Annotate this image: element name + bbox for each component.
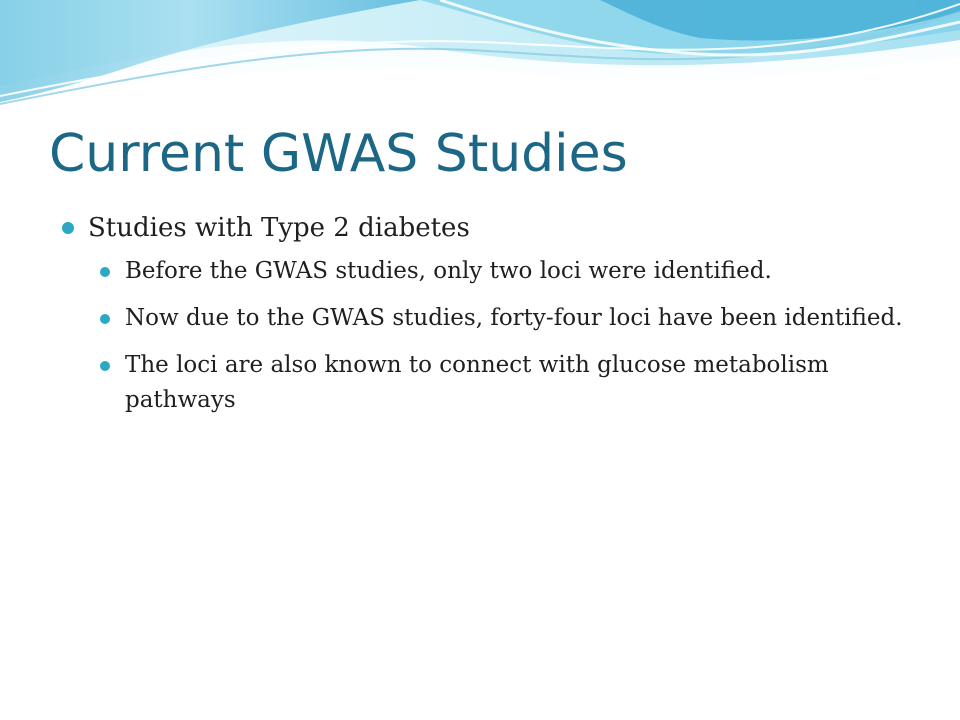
- bullet-dot-icon: [100, 267, 110, 277]
- bullet-dot-icon: [100, 314, 110, 324]
- bullet-level-1: [62, 210, 912, 246]
- slide-content: [62, 210, 912, 430]
- bullet-dot-icon: [62, 222, 74, 234]
- sub-bullet: [100, 301, 905, 336]
- slide-title: Current GWAS Studies: [49, 124, 628, 184]
- sub-bullet-list: [62, 254, 912, 418]
- bullet-text: Studies with Type 2 diabetes: [88, 213, 470, 243]
- sub-bullet: [100, 348, 905, 418]
- sub-bullet: [100, 254, 905, 289]
- sub-bullet-text: Before the GWAS studies, only two loci were identified.: [125, 258, 772, 284]
- bullet-dot-icon: [100, 361, 110, 371]
- sub-bullet-text: Now due to the GWAS studies, forty-four loci have been identified.: [125, 305, 903, 331]
- sub-bullet-text: The loci are also known to connect with glucose metabolism pathways: [125, 352, 829, 413]
